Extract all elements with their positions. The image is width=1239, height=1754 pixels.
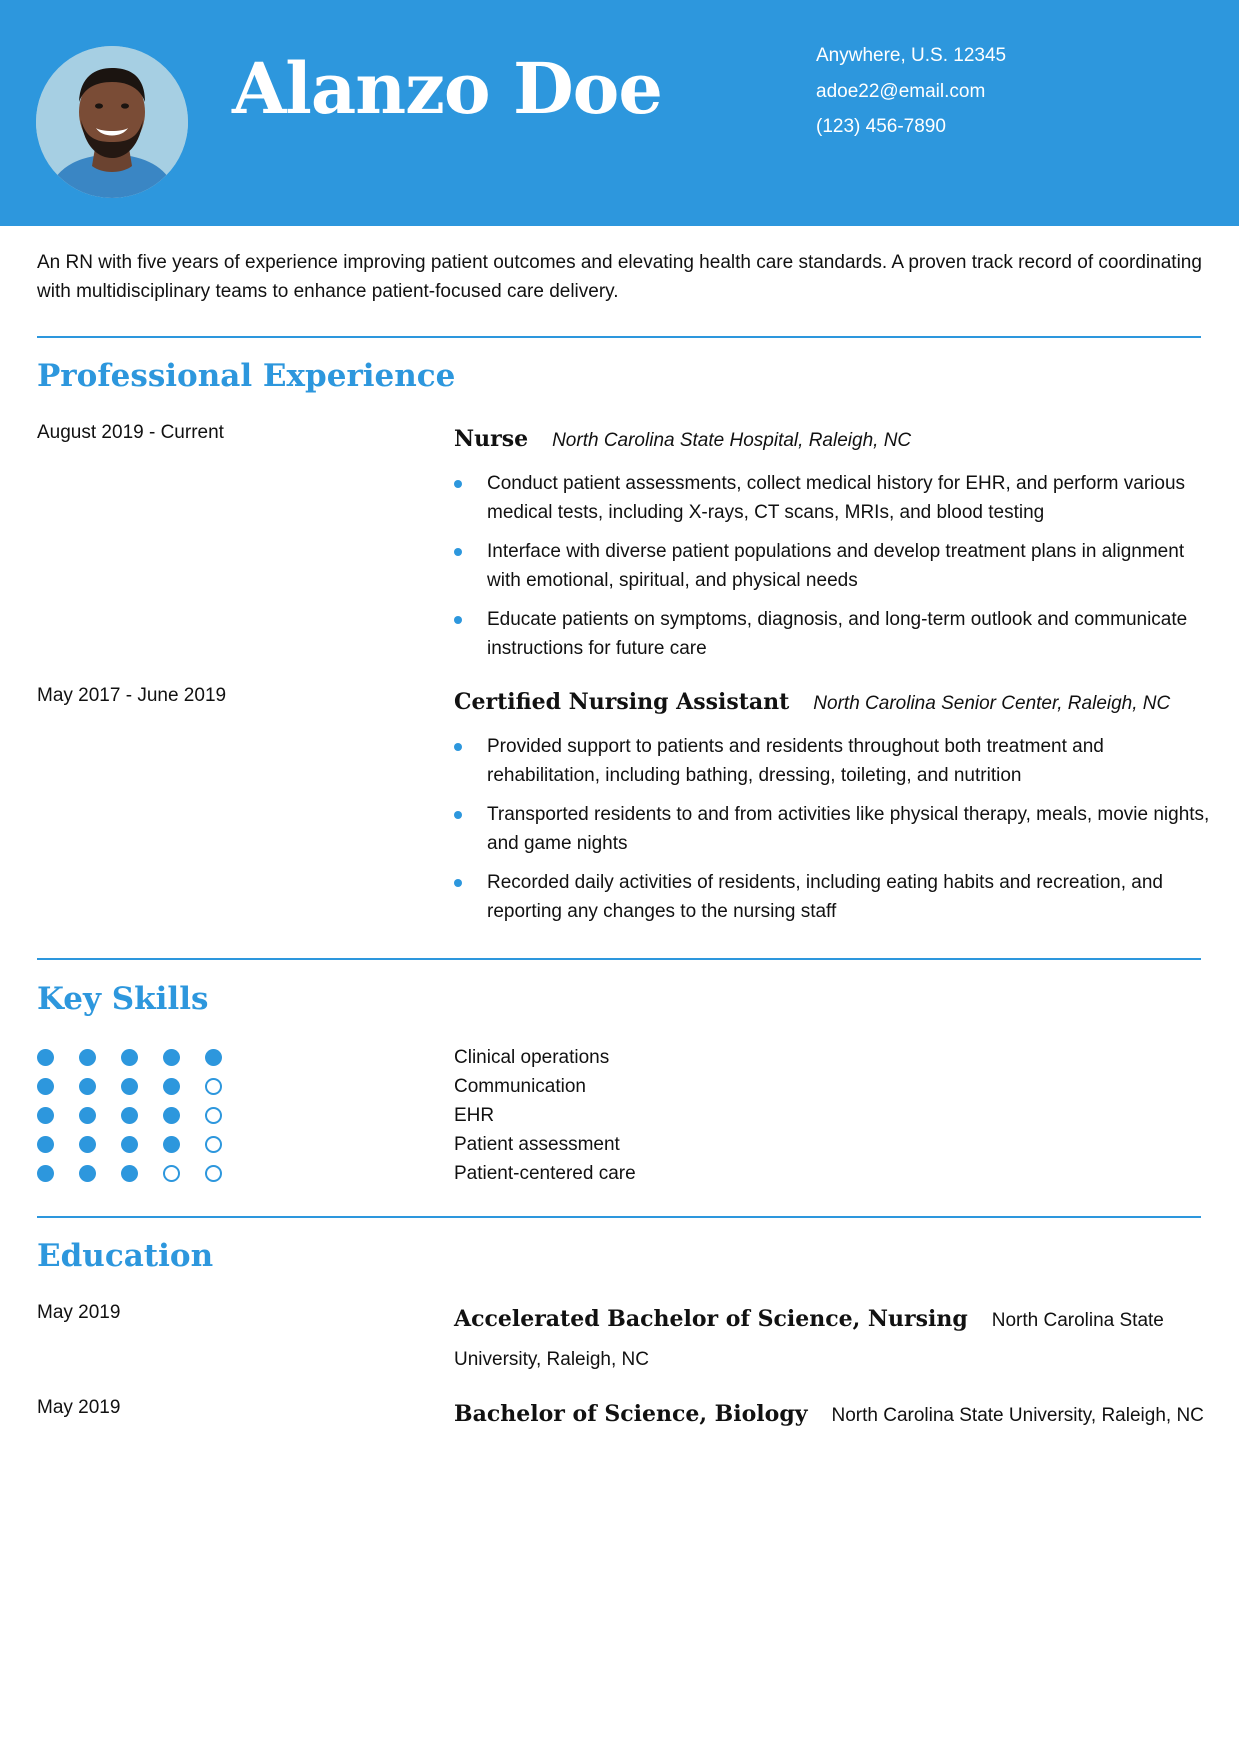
person-photo-icon [36,46,188,198]
skill-name: Patient assessment [454,1134,620,1155]
education-date: May 2019 [37,1302,121,1323]
job-duties-list [454,469,1214,673]
job-title: Nurse [454,426,529,452]
filled-dot-icon [79,1078,96,1095]
skills-list [454,1043,636,1188]
profile-photo [36,46,188,198]
skill-rating-row [37,1101,247,1130]
education-school: North Carolina State University, Raleigh, NC [454,1310,1164,1370]
skill-rating-row [37,1159,247,1188]
job-dates: May 2017 - June 2019 [37,685,227,706]
section-divider [37,336,1201,338]
filled-dot-icon [79,1165,96,1182]
skill-name: Patient-centered care [454,1163,636,1184]
empty-dot-icon [163,1165,180,1182]
job-duties-list [454,732,1214,936]
contact-address: Anywhere, U.S. 12345 [816,45,1007,66]
bullet-dot-icon [454,480,462,488]
job-dates: August 2019 - Current [37,422,224,443]
bullet-dot-icon [454,616,462,624]
section-divider [37,958,1201,960]
skill-rating-dots [37,1043,247,1188]
filled-dot-icon [163,1107,180,1124]
filled-dot-icon [37,1078,54,1095]
filled-dot-icon [121,1049,138,1066]
list-item: Provided support to patients and residents throughout both treatment and rehabilitation, including bathing, dressing, toileting, and nutrition [454,732,1214,790]
list-item: Interface with diverse patient populations and develop treatment plans in alignment with emotional, spiritual, and physical needs [454,537,1214,595]
education-school: North Carolina State University, Raleigh, NC [831,1405,1204,1426]
filled-dot-icon [163,1049,180,1066]
job-heading [454,423,1214,458]
filled-dot-icon [79,1107,96,1124]
contact-phone: (123) 456-7890 [816,116,946,137]
filled-dot-icon [205,1049,222,1066]
skill-rating-row [37,1043,247,1072]
filled-dot-icon [37,1107,54,1124]
filled-dot-icon [121,1078,138,1095]
filled-dot-icon [37,1049,54,1066]
filled-dot-icon [37,1136,54,1153]
experience-section-title: Professional Experience [37,358,456,394]
empty-dot-icon [205,1136,222,1153]
candidate-name: Alanzo Doe [232,47,662,130]
skills-section-title: Key Skills [37,981,209,1017]
job-employer: North Carolina State Hospital, Raleigh, NC [552,430,912,451]
bullet-dot-icon [454,879,462,887]
skill-rating-row [37,1130,247,1159]
bullet-dot-icon [454,743,462,751]
filled-dot-icon [163,1136,180,1153]
skill-name: EHR [454,1105,495,1126]
filled-dot-icon [121,1136,138,1153]
empty-dot-icon [205,1165,222,1182]
job-employer: North Carolina Senior Center, Raleigh, NC [813,693,1171,714]
education-degree: Bachelor of Science, Biology [454,1401,808,1427]
list-item: Recorded daily activities of residents, including eating habits and recreation, and reporting any changes to the nursing staff [454,868,1214,926]
contact-email: adoe22@email.com [816,80,986,102]
job-title: Certified Nursing Assistant [454,689,790,715]
filled-dot-icon [121,1165,138,1182]
job-heading [454,686,1214,721]
skill-rating-row [37,1072,247,1101]
filled-dot-icon [37,1165,54,1182]
skill-name: Communication [454,1076,586,1097]
education-degree: Accelerated Bachelor of Science, Nursing [454,1306,968,1332]
section-divider [37,1216,1201,1218]
bullet-dot-icon [454,548,462,556]
education-entry [454,1300,1214,1380]
professional-summary: An RN with five years of experience improving patient outcomes and elevating health care standards. A proven track record of coordinating with multidisciplinary teams to enhance patient-focused care delivery. [37,252,1202,302]
education-date: May 2019 [37,1397,121,1418]
resume-header [0,0,1239,226]
list-item: Transported residents to and from activities like physical therapy, meals, movie nights, and game nights [454,800,1214,858]
contact-info [816,38,1006,145]
filled-dot-icon [79,1049,96,1066]
education-entry [454,1395,1214,1436]
list-item: Educate patients on symptoms, diagnosis, and long-term outlook and communicate instructions for future care [454,605,1214,663]
filled-dot-icon [163,1078,180,1095]
skill-name: Clinical operations [454,1047,610,1068]
filled-dot-icon [121,1107,138,1124]
bullet-dot-icon [454,811,462,819]
filled-dot-icon [79,1136,96,1153]
empty-dot-icon [205,1078,222,1095]
list-item: Conduct patient assessments, collect medical history for EHR, and perform various medical tests, including X-rays, CT scans, MRIs, and blood testing [454,469,1214,527]
education-section-title: Education [37,1238,214,1274]
empty-dot-icon [205,1107,222,1124]
